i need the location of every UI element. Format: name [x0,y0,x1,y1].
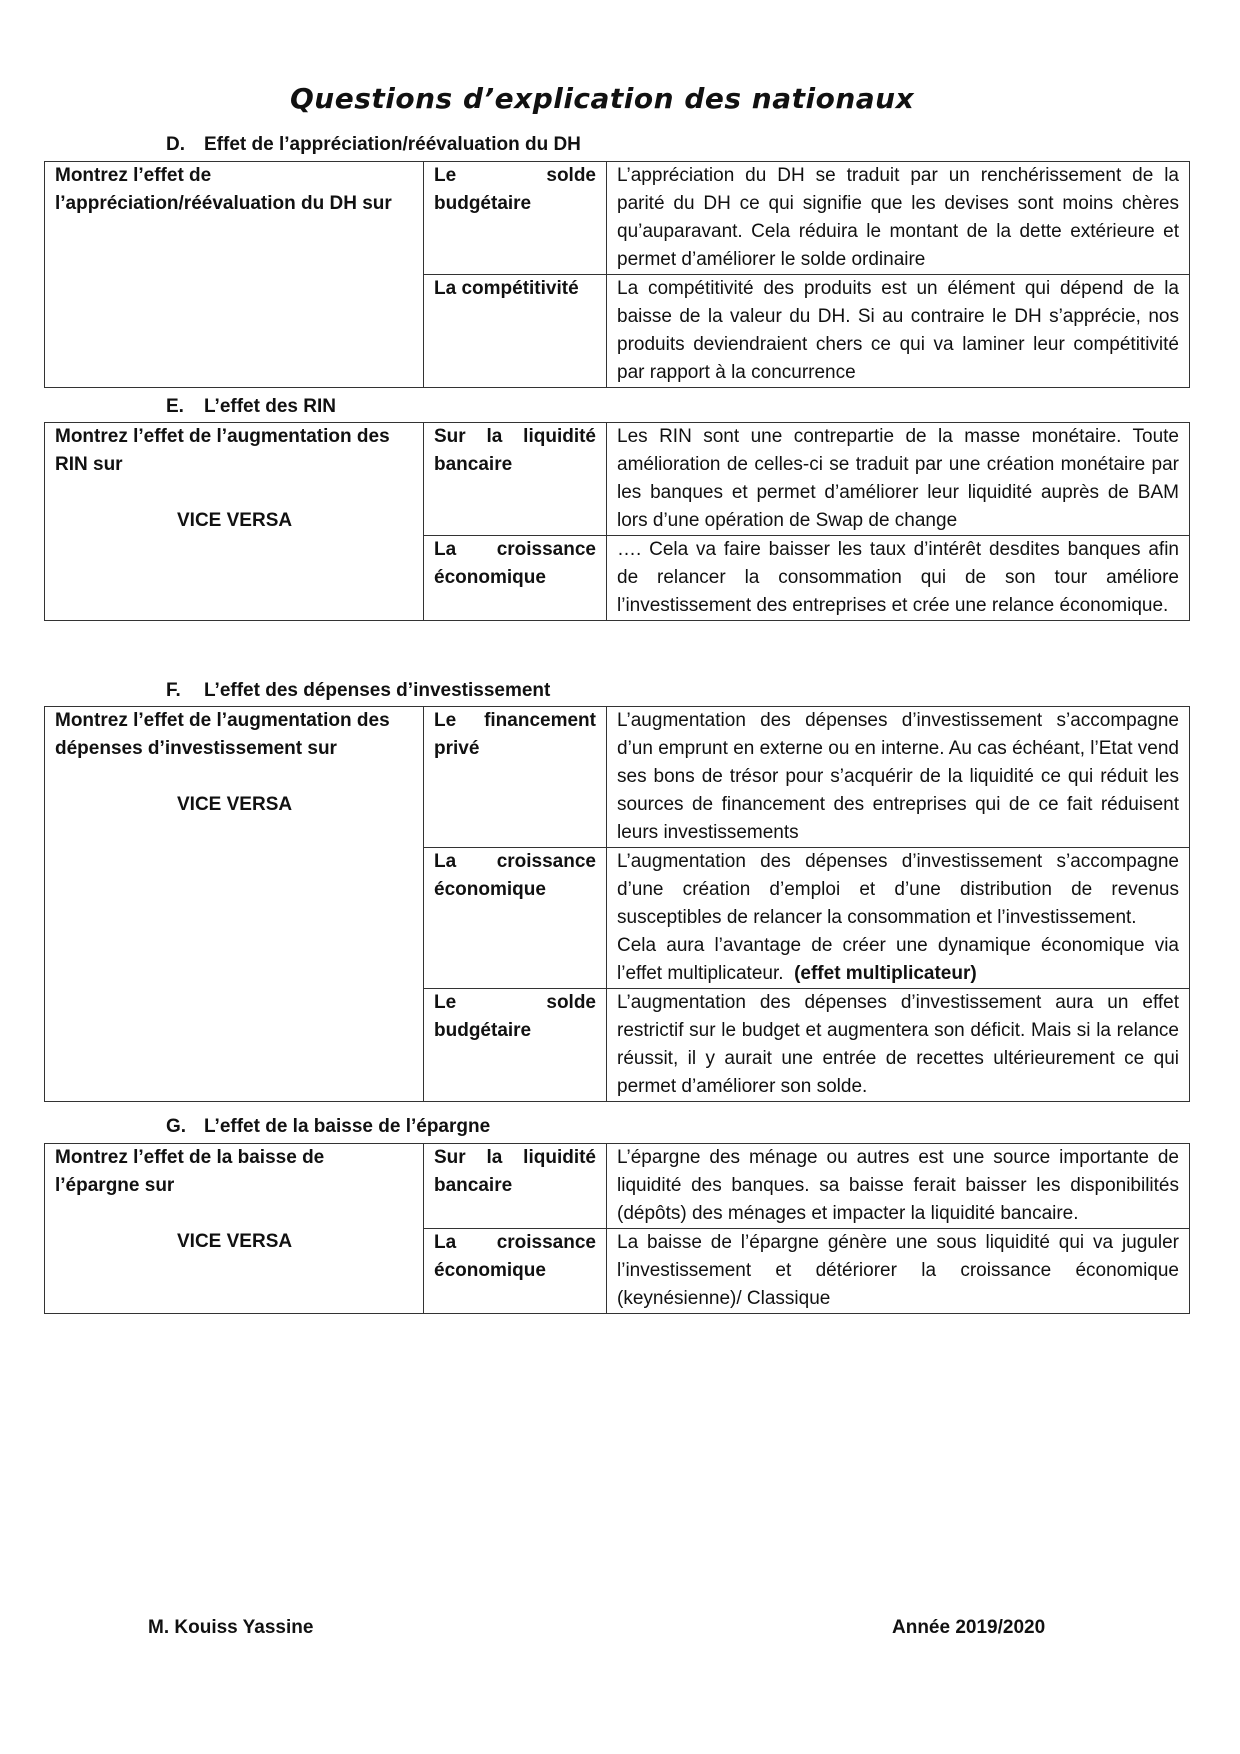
aspect-cell: Sur la liquidité bancaire [424,423,607,536]
vice-versa-label: VICE VERSA [177,510,293,531]
explanation-cell: L’augmentation des dépenses d’investissement s’accompagne d’un emprunt en externe ou en interne. Au cas échéant, l’Etat vend ses bons de trésor pour s’acquérir de la liquidité ce qui réduit les sources de financement des entreprises qui de ce fait réduisent leurs investissements [607,707,1190,848]
explanation-cell: La baisse de l’épargne génère une sous liquidité qui va juguler l’investissement et détériorer la croissance économique (keynésienne)/ Classique [607,1229,1190,1314]
table-section-d [44,161,1190,388]
explanation-cell [607,848,1190,989]
aspect-cell: La croissance économique [424,848,607,989]
vice-versa-label: VICE VERSA [177,1231,293,1252]
table-section-g [44,1143,1190,1314]
section-letter: E. [166,396,184,417]
aspect-cell: Le solde budgétaire [424,989,607,1102]
explanation-text: Cela aura l’avantage de créer une dynamique économique via l’effet multiplicateur. [617,935,1179,984]
table-row [45,1144,1190,1229]
table-row [45,423,1190,536]
footer-year: Année 2019/2020 [892,1617,1046,1638]
section-title: Effet de l’appréciation/réévaluation du DH [204,134,581,155]
question-cell [45,162,424,388]
aspect-cell: La compétitivité [424,275,607,388]
aspect-cell: Sur la liquidité bancaire [424,1144,607,1229]
explanation-emphasis: (effet multiplicateur) [794,963,977,984]
table-row [45,707,1190,848]
question-cell [45,1144,424,1314]
question-cell [45,423,424,621]
explanation-cell: L’appréciation du DH se traduit par un renchérissement de la parité du DH ce qui signifie que les devises sont moins chères qu’auparavant. Cela réduira le montant de la dette extérieure et permet d’améliorer le solde ordinaire [607,162,1190,275]
section-title: L’effet des dépenses d’investissement [204,680,551,701]
question-text: Montrez l’effet de l’augmentation des RIN sur [55,426,390,475]
vice-versa-label: VICE VERSA [177,794,293,815]
explanation-paragraph: L’augmentation des dépenses d’investissement s’accompagne d’une création d’emploi et d’une distribution de revenus susceptibles de relancer la consommation et l’investissement. [617,851,1179,928]
aspect-cell: Le financement privé [424,707,607,848]
section-heading-d [166,134,581,156]
section-heading-g [166,1116,490,1138]
explanation-cell: …. Cela va faire baisser les taux d’intérêt desdites banques afin de relancer la consommation qui de son tour améliore l’investissement des entreprises et crée une relance économique. [607,536,1190,621]
aspect-cell: La croissance économique [424,1229,607,1314]
question-cell [45,707,424,1102]
section-letter: G. [166,1116,187,1137]
aspect-cell: La croissance économique [424,536,607,621]
section-heading-f [166,680,550,702]
section-letter: D. [166,134,185,155]
explanation-cell: L’épargne des ménage ou autres est une source importante de liquidité des banques. sa baisse ferait baisser les disponibilités (dépôts) des ménages et impacter la liquidité bancaire. [607,1144,1190,1229]
question-text: Montrez l’effet de l’augmentation des dépenses d’investissement sur [55,710,390,759]
question-text: Montrez l’effet de l’appréciation/réévaluation du DH sur [55,165,392,214]
table-section-f [44,706,1190,1102]
table-row [45,162,1190,275]
explanation-cell: La compétitivité des produits est un élément qui dépend de la baisse de la valeur du DH. Si au contraire le DH s’apprécie, nos produits deviendraient chers ce qui va laminer leur compétitivité par rapport à la concurrence [607,275,1190,388]
explanation-cell: L’augmentation des dépenses d’investissement aura un effet restrictif sur le budget et augmentera son déficit. Mais si la relance réussit, il y aurait une entrée de recettes ultérieurement ce qui permet d’améliorer son solde. [607,989,1190,1102]
section-letter: F. [166,680,181,701]
footer-author: M. Kouiss Yassine [148,1617,314,1638]
section-heading-e [166,396,336,418]
aspect-cell: Le solde budgétaire [424,162,607,275]
table-section-e [44,422,1190,621]
page-title: Questions d’explication des nationaux [290,82,915,115]
explanation-cell: Les RIN sont une contrepartie de la masse monétaire. Toute amélioration de celles-ci se traduit par une création monétaire par les banques et permet d’améliorer leur liquidité auprès de BAM lors d’une opération de Swap de change [607,423,1190,536]
explanation-paragraph [617,932,1179,988]
section-title: L’effet des RIN [204,396,336,417]
question-text: Montrez l’effet de la baisse de l’épargne sur [55,1147,325,1196]
section-title: L’effet de la baisse de l’épargne [204,1116,491,1137]
